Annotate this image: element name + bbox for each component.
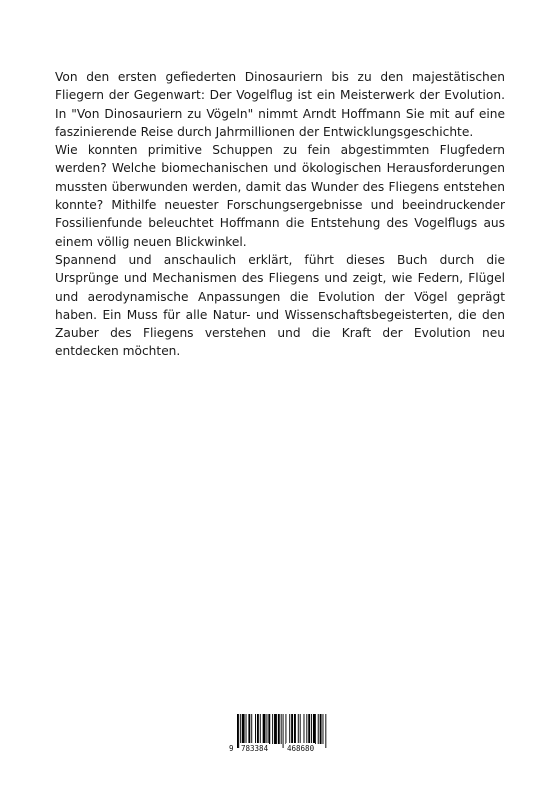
- barcode-bar: [274, 714, 277, 744]
- barcode-bar: [255, 714, 256, 744]
- barcode-bar: [298, 714, 299, 744]
- barcode-left-group: 783384: [241, 744, 269, 753]
- barcode-bar: [263, 714, 266, 744]
- barcode-bar: [266, 714, 267, 744]
- barcode-bar: [323, 714, 324, 744]
- barcode-bar: [278, 714, 280, 744]
- barcode-bar: [281, 714, 282, 744]
- barcode-bar: [285, 714, 286, 744]
- isbn-barcode: [228, 713, 332, 755]
- barcode-bar: [289, 714, 290, 744]
- blurb-paragraph-3: Spannend und anschaulich erklärt, führt dieses Buch durch die Ursprünge und Mechanismen des Fliegens und zeigt, wie Federn, Flügel und aerodynamische Anpassungen die Evolution der Vögel geprägt haben. Ein Muss für alle Natur- und Wissenschaftsbegeisterten, die den Zauber des Fliegens verstehen und die Kraft der Evolution neu entdecken möchten.: [55, 252, 505, 359]
- barcode-bar: [246, 714, 247, 744]
- barcode-bar: [260, 714, 261, 744]
- barcode-bar: [318, 714, 319, 744]
- barcode-bar: [291, 714, 293, 744]
- barcode-right-group: 468680: [287, 744, 315, 753]
- blurb-paragraph-2: Wie konnten primitive Schuppen zu fein abgestimmten Flugfedern werden? Welche biomechanischen und ökologischen Herausforderungen mussten überwunden werden, damit das Wunder des Fliegens entstehen konnte? Mithilfe neuester Forschungsergebnisse und beeindruckender Fossilienfunde beleuchtet Hoffmann die Entstehung des Vogelflugs aus einem völlig neuen Blickwinkel.: [55, 143, 505, 249]
- barcode-bar: [300, 714, 301, 744]
- barcode-bar: [311, 714, 312, 744]
- barcode-bar: [242, 714, 245, 744]
- barcode-digits: [228, 743, 332, 755]
- barcode-bar: [306, 714, 307, 744]
- book-blurb: [55, 68, 505, 361]
- barcode-bar: [294, 714, 296, 744]
- barcode-bar: [304, 714, 305, 744]
- barcode-first-digit: 9: [229, 744, 234, 753]
- barcode-bar: [308, 714, 310, 744]
- barcode-bar: [272, 714, 273, 744]
- blurb-paragraph-1: Von den ersten gefiederten Dinosauriern bis zu den majestätischen Fliegern der Gegenwart: Der Vogelflug ist ein Meisterwerk der Evolution. In "Von Dinosauriern zu Vögeln" nimmt Arndt Hoffmann Sie mit auf eine faszinierende Reise durch Jahrmillionen der Entwicklungsgeschichte.: [55, 70, 505, 139]
- barcode-bar: [268, 714, 270, 744]
- barcode-bar: [248, 714, 250, 744]
- barcode-bar: [257, 714, 259, 744]
- barcode-bar: [320, 714, 322, 744]
- barcode-bar: [313, 714, 316, 744]
- barcode-bar: [251, 714, 252, 744]
